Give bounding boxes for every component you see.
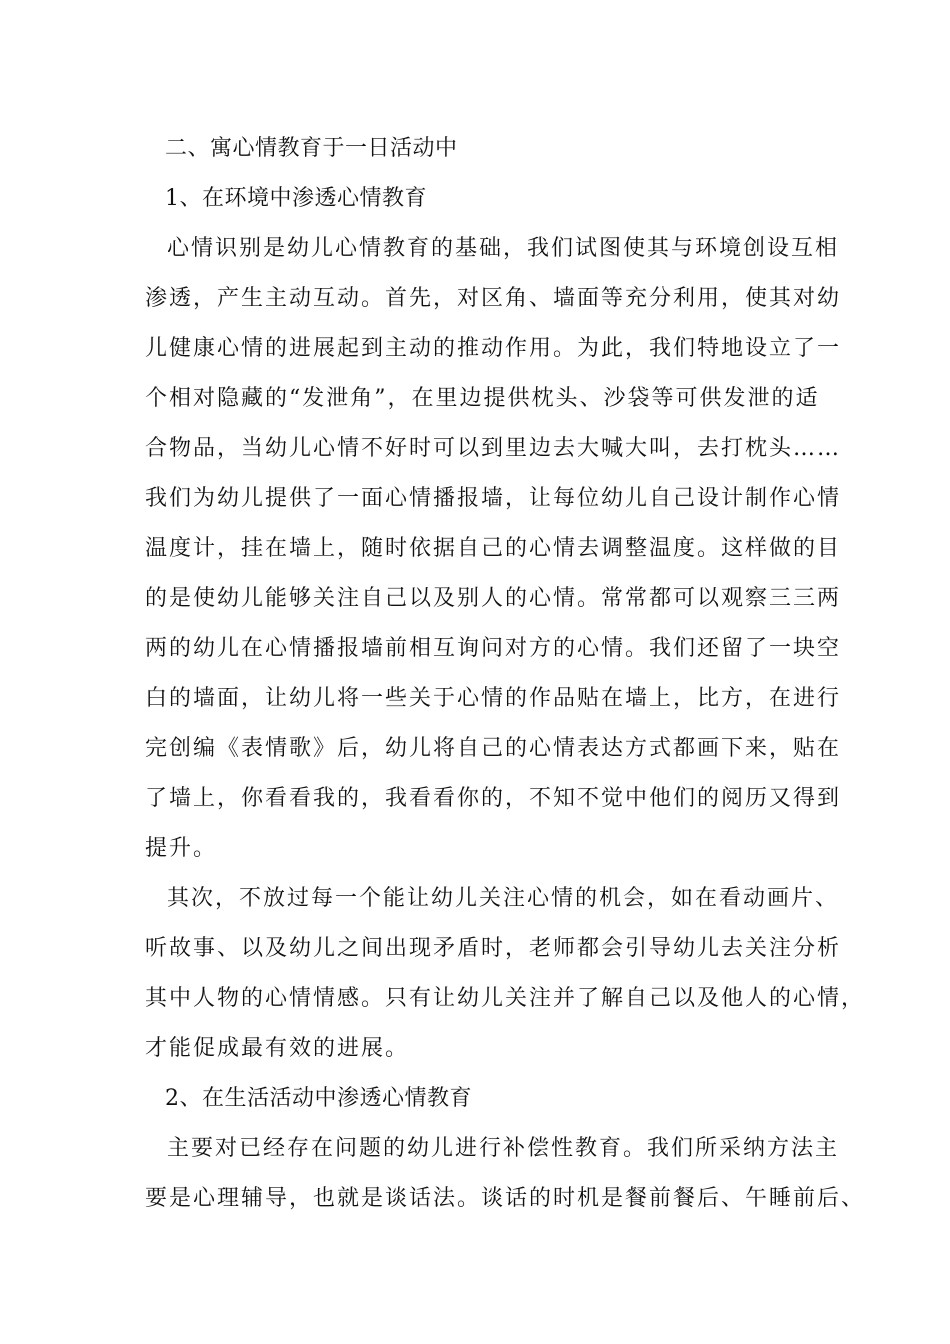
subsection-heading-1: 1、在环境中渗透心情教育 (165, 186, 427, 211)
paragraph-1 (145, 224, 842, 874)
paragraph-line: 了墙上，你看看我的，我看看你的，不知不觉中他们的阅历又得到 (145, 786, 842, 811)
paragraph-line: 其中人物的心情情感。只有让幼儿关注并了解自己以及他人的心情， (145, 986, 866, 1011)
paragraph-line: 温度计，挂在墙上，随时依据自己的心情去调整温度。这样做的目 (145, 536, 842, 561)
document-body (145, 124, 866, 1224)
paragraph-3 (145, 1124, 866, 1224)
paragraph-line: 提升。 (145, 836, 218, 861)
paragraph-line: 完创编《表情歌》后，幼儿将自己的心情表达方式都画下来，贴在 (145, 736, 842, 761)
paragraph-line: 渗透，产生主动互动。首先，对区角、墙面等充分利用，使其对幼 (145, 286, 842, 311)
section-title: 二、寓心情教育于一日活动中 (165, 136, 458, 161)
paragraph-line: 白的墙面，让幼儿将一些关于心情的作品贴在墙上，比方，在进行 (145, 686, 842, 711)
paragraph-line: 要是心理辅导，也就是谈话法。谈话的时机是餐前餐后、午睡前后、 (145, 1186, 866, 1211)
paragraph-line: 主要对已经存在问题的幼儿进行补偿性教育。我们所采纳方法主 (167, 1136, 840, 1161)
subsection-heading-2: 2、在生活活动中渗透心情教育 (165, 1086, 472, 1111)
paragraph-line: 听故事、以及幼儿之间出现矛盾时，老师都会引导幼儿去关注分析 (145, 936, 842, 961)
paragraph-line: 心情识别是幼儿心情教育的基础，我们试图使其与环境创设互相 (167, 236, 840, 261)
paragraph-line: 其次，不放过每一个能让幼儿关注心情的机会，如在看动画片、 (167, 886, 840, 911)
paragraph-line: 才能促成最有效的进展。 (145, 1036, 410, 1061)
paragraph-2 (145, 874, 866, 1074)
paragraph-line: 两的幼儿在心情播报墙前相互询问对方的心情。我们还留了一块空 (145, 636, 842, 661)
paragraph-line: 个相对隐藏的“发泄角”，在里边提供枕头、沙袋等可供发泄的适 (145, 386, 820, 411)
paragraph-line: 我们为幼儿提供了一面心情播报墙，让每位幼儿自己设计制作心情 (145, 486, 842, 511)
paragraph-line: 合物品，当幼儿心情不好时可以到里边去大喊大叫，去打枕头…… (145, 436, 842, 461)
paragraph-line: 的是使幼儿能够关注自己以及别人的心情。常常都可以观察三三两 (145, 586, 842, 611)
paragraph-line: 儿健康心情的进展起到主动的推动作用。为此，我们特地设立了一 (145, 336, 842, 361)
